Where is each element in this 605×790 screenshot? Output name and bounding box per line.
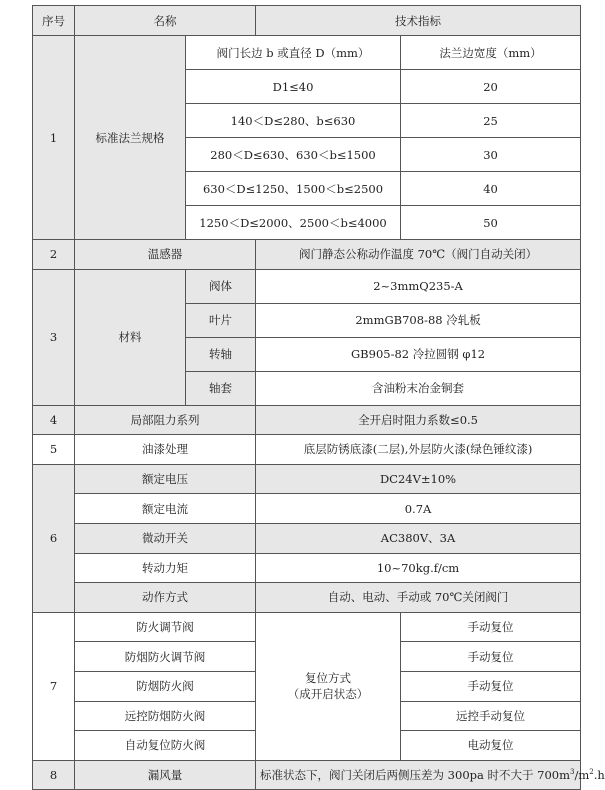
valve-type: 防烟防火阀: [75, 671, 256, 701]
row-value: 阀门静态公称动作温度 70℃（阀门自动关闭）: [256, 240, 581, 270]
leakage-unit-end: .h: [593, 768, 605, 783]
valve-type: 防火调节阀: [75, 612, 256, 642]
electrical-value: DC24V±10%: [256, 464, 581, 494]
material-value: 2~3mmQ235-A: [256, 269, 581, 303]
flange-range: D1≤40: [186, 70, 401, 104]
reset-method: 远控手动复位: [401, 701, 581, 731]
reset-method: 手动复位: [401, 642, 581, 672]
electrical-name: 额定电流: [75, 494, 256, 524]
flange-width: 20: [401, 70, 581, 104]
row-number: 5: [33, 435, 75, 465]
table-row: [33, 405, 581, 435]
table-row: [33, 583, 581, 613]
flange-subheader-width: 法兰边宽度（mm）: [401, 36, 581, 70]
flange-range: 1250＜D≤2000、2500＜b≤4000: [186, 206, 401, 240]
header-name: 名称: [75, 6, 256, 36]
electrical-value: 0.7A: [256, 494, 581, 524]
reset-method: 手动复位: [401, 671, 581, 701]
flange-range: 140＜D≤280、b≤630: [186, 104, 401, 138]
row-name: 漏风量: [75, 760, 256, 790]
leakage-value: [256, 760, 605, 790]
material-part: 转轴: [186, 337, 256, 371]
reset-method: 电动复位: [401, 731, 581, 761]
row-number: 6: [33, 464, 75, 612]
table-row: [33, 760, 581, 790]
row-name: 油漆处理: [75, 435, 256, 465]
table-row: [33, 612, 581, 642]
row-name: 材料: [75, 269, 186, 405]
table-row: [33, 36, 581, 70]
table-row: [33, 494, 581, 524]
header-row: [33, 6, 581, 36]
electrical-value: AC380V、3A: [256, 523, 581, 553]
row-number: 2: [33, 240, 75, 270]
leakage-text: 标准状态下，阀门关闭后两侧压差为 300pa 时不大于 700m: [260, 768, 571, 783]
row-number: 3: [33, 269, 75, 405]
reset-mode-title: 复位方式: [305, 671, 352, 686]
flange-width: 30: [401, 138, 581, 172]
header-no: 序号: [33, 6, 75, 36]
material-value: 2mmGB708-88 冷轧板: [256, 303, 581, 337]
material-value: 含油粉末冶金铜套: [256, 371, 581, 405]
row-name: 标准法兰规格: [75, 36, 186, 240]
row-value: 全开启时阻力系数≤0.5: [256, 405, 581, 435]
flange-width: 25: [401, 104, 581, 138]
flange-range: 280＜D≤630、630＜b≤1500: [186, 138, 401, 172]
row-name: 局部阻力系列: [75, 405, 256, 435]
flange-range: 630＜D≤1250、1500＜b≤2500: [186, 172, 401, 206]
reset-mode-label: [256, 612, 401, 760]
material-value: GB905-82 冷拉圆钢 φ12: [256, 337, 581, 371]
table-row: [33, 240, 581, 270]
reset-mode-note: （成开启状态）: [287, 687, 369, 702]
row-number: 7: [33, 612, 75, 760]
reset-method: 手动复位: [401, 612, 581, 642]
table-row: [33, 435, 581, 465]
valve-type: 自动复位防火阀: [75, 731, 256, 761]
table-row: [33, 523, 581, 553]
valve-type: 远控防烟防火阀: [75, 701, 256, 731]
leakage-sup-2: 2: [589, 768, 594, 777]
material-part: 叶片: [186, 303, 256, 337]
flange-width: 50: [401, 206, 581, 240]
material-part: 阀体: [186, 269, 256, 303]
table-row: [33, 464, 581, 494]
material-part: 轴套: [186, 371, 256, 405]
leakage-unit-mid: /m: [574, 768, 590, 783]
header-spec: 技术指标: [256, 6, 581, 36]
electrical-name: 动作方式: [75, 583, 256, 613]
flange-width: 40: [401, 172, 581, 206]
row-number: 1: [33, 36, 75, 240]
table-row: [33, 553, 581, 583]
flange-subheader-size: 阀门长边 b 或直径 D（mm）: [186, 36, 401, 70]
electrical-value: 自动、电动、手动或 70℃关闭阀门: [256, 583, 581, 613]
row-number: 8: [33, 760, 75, 790]
spec-table: [32, 5, 605, 790]
valve-type: 防烟防火调节阀: [75, 642, 256, 672]
leakage-sup-3: 3: [570, 768, 575, 777]
row-number: 4: [33, 405, 75, 435]
table-row: [33, 269, 581, 303]
electrical-name: 微动开关: [75, 523, 256, 553]
electrical-value: 10~70kg.f/cm: [256, 553, 581, 583]
row-value: 底层防锈底漆(二层),外层防火漆(绿色锤纹漆): [256, 435, 581, 465]
row-name: 温感器: [75, 240, 256, 270]
electrical-name: 额定电压: [75, 464, 256, 494]
electrical-name: 转动力矩: [75, 553, 256, 583]
